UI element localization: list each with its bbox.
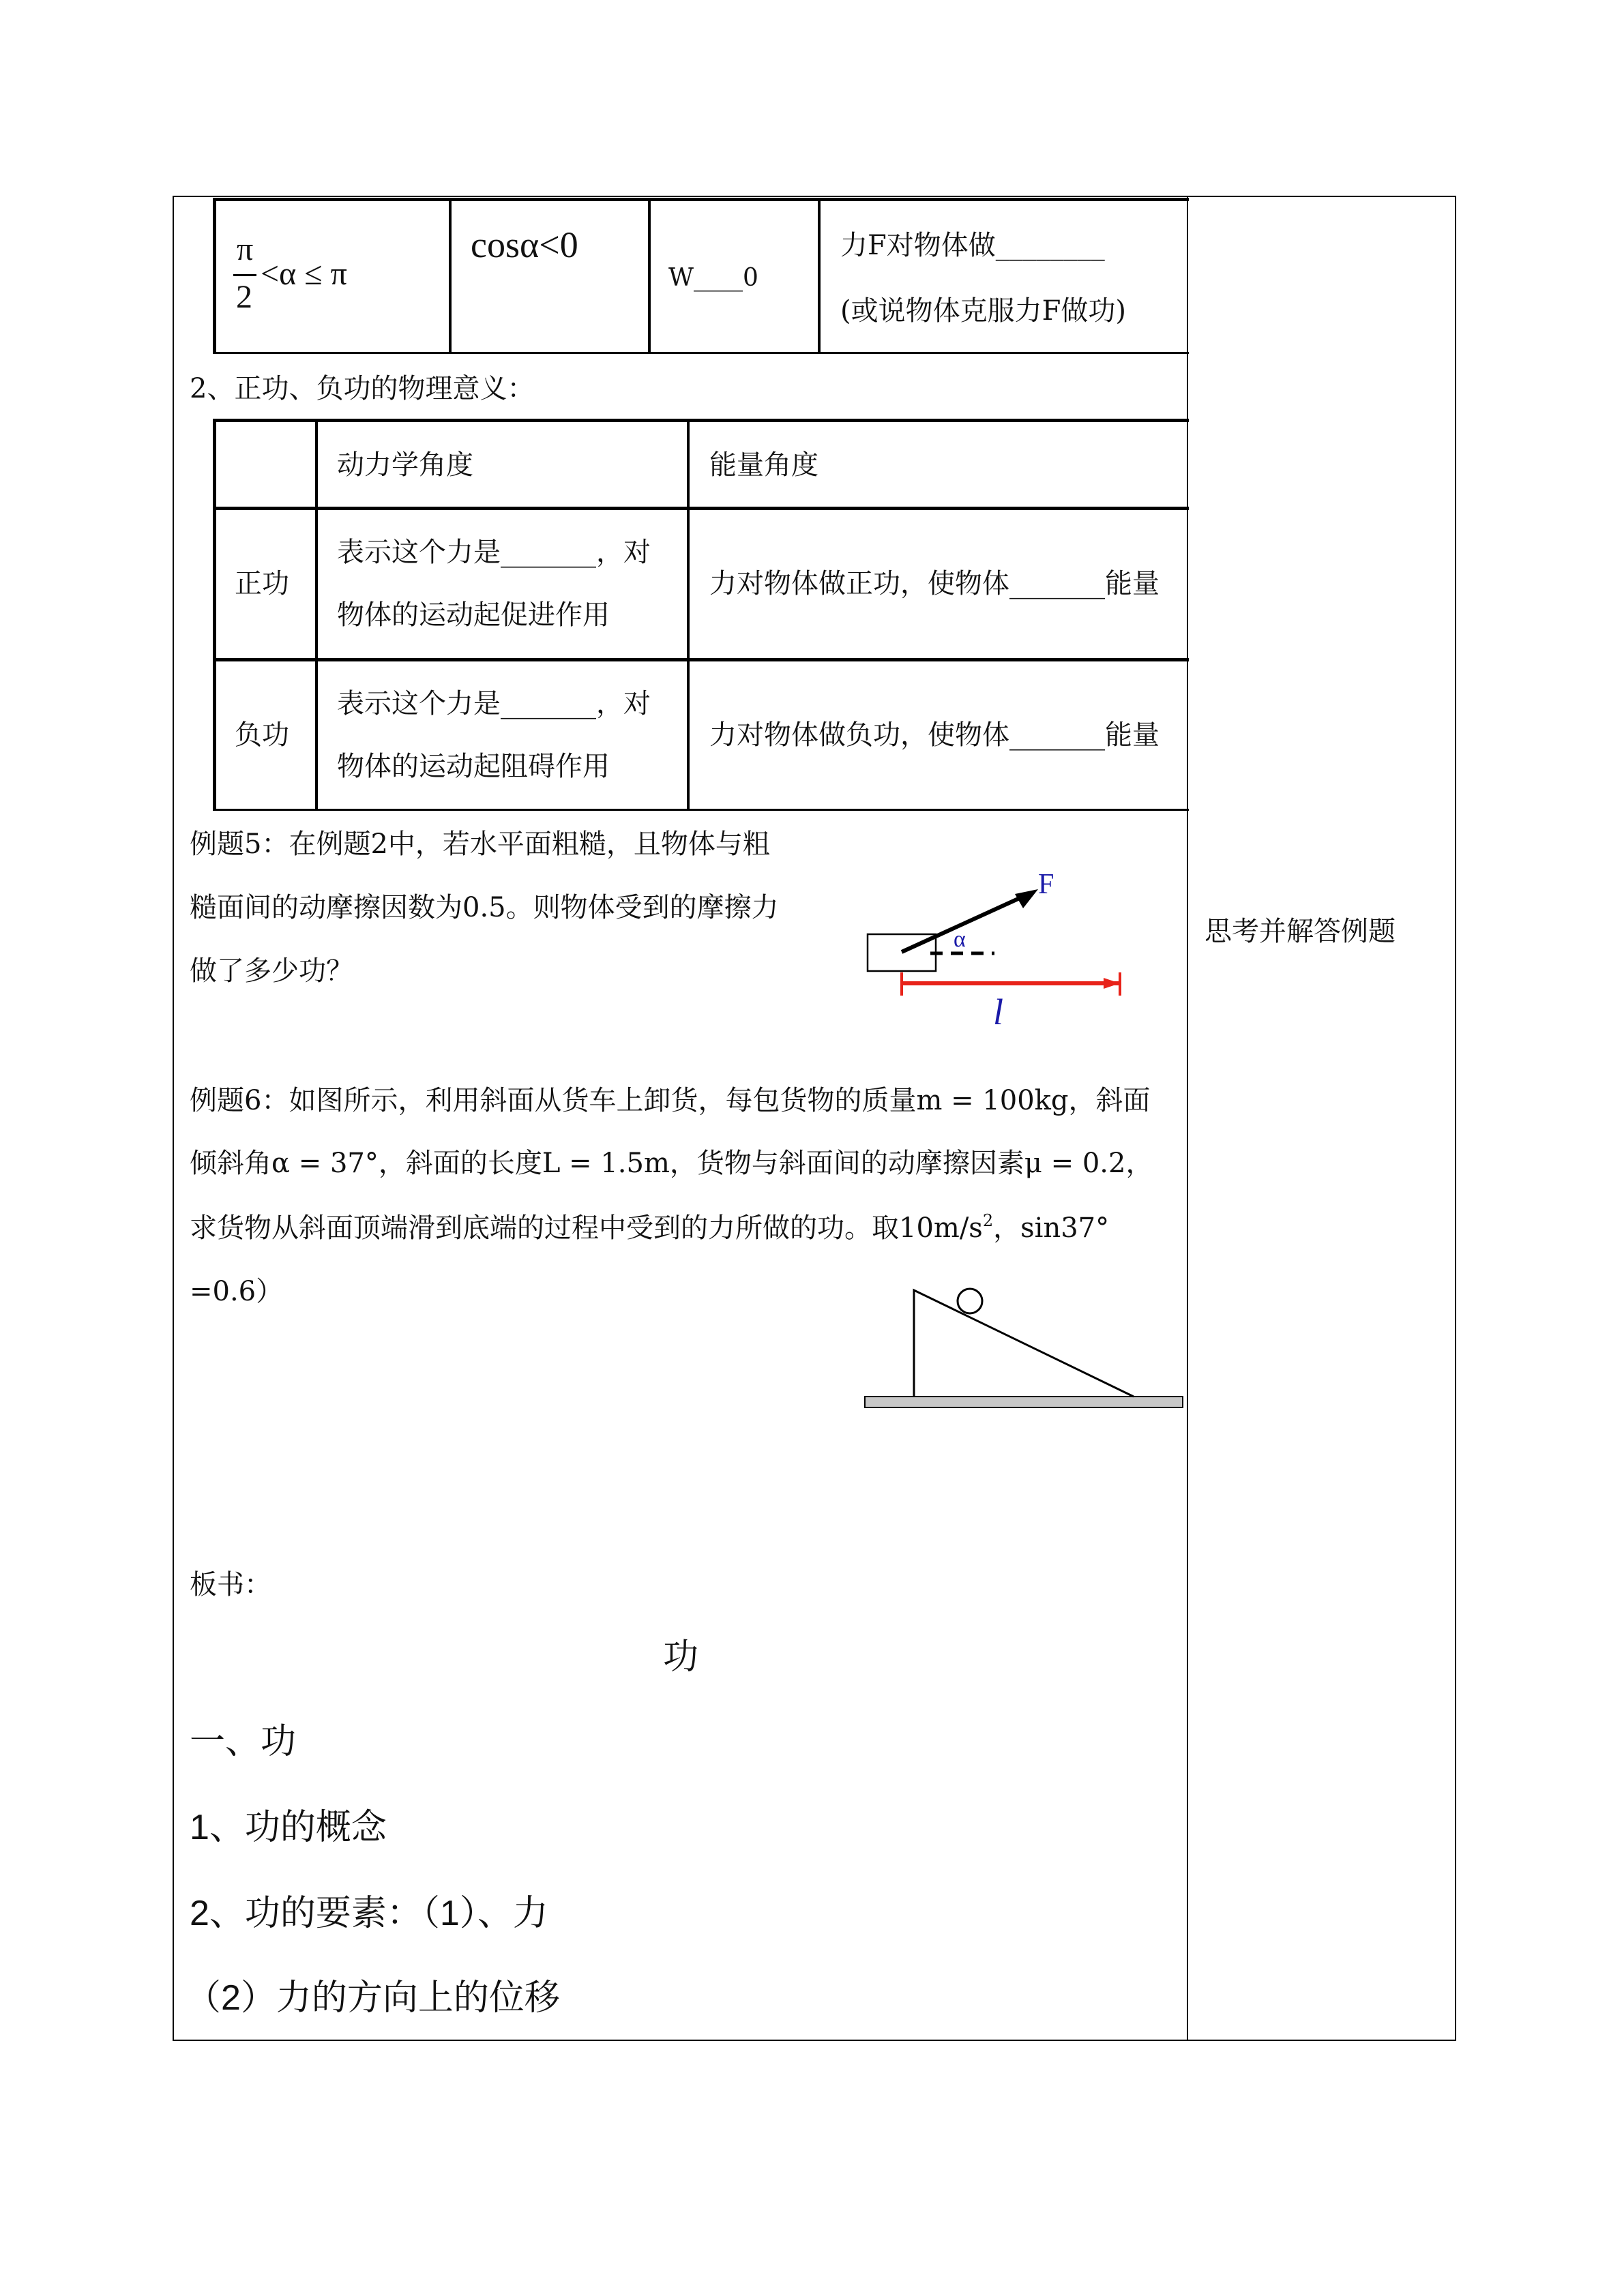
- example6-line2: 倾斜角α = 37°，斜面的长度L = 1.5m，货物与斜面间的动摩擦因素μ = 0.2，: [190, 1148, 1153, 1179]
- side-note: 思考并解答例题: [1205, 916, 1396, 947]
- row-label-negative: 负功: [235, 719, 289, 751]
- example6-line3: 求货物从斜面顶端滑到底端的过程中受到的力所做的功。取$10m/s^2$，sin37°: [190, 1211, 1110, 1244]
- force-work-desc: 力F对物体做________: [840, 230, 1105, 261]
- example5-line1: 例题5：在例题2中，若水平面粗糙，且物体与粗: [190, 829, 770, 860]
- header-dynamics: 动力学角度: [337, 449, 473, 481]
- meaning-title: 2、正功、负功的物理意义：: [190, 373, 535, 404]
- outer-border-bottom: [173, 2040, 1456, 2041]
- example6-line4: =0.6）: [190, 1276, 284, 1307]
- outer-border-left: [173, 196, 174, 2041]
- row-label-positive: 正功: [235, 568, 289, 599]
- negative-dynamics-1: 表示这个力是_______，对: [337, 688, 651, 719]
- column-divider: [1187, 196, 1188, 2041]
- board-line-2: 1、功的概念: [190, 1808, 387, 1847]
- fraction-bar: [233, 274, 256, 276]
- example6-line1: 例题6：如图所示，利用斜面从货车上卸货，每包货物的质量m = 100kg，斜面: [190, 1085, 1151, 1116]
- board-line-4: （2）力的方向上的位移: [186, 1978, 560, 2018]
- work-sign: W____0: [668, 264, 758, 292]
- board-line-3: 2、功的要素：（1）、力: [190, 1894, 548, 1933]
- two-denominator: 2: [236, 279, 252, 315]
- pi-numerator: π: [237, 231, 254, 267]
- range-inequality: <α ≤ π: [261, 256, 347, 292]
- outer-border-right: [1455, 196, 1456, 2041]
- positive-energy: 力对物体做正功，使物体_______能量: [709, 568, 1160, 599]
- board-title: 功: [663, 1637, 699, 1678]
- board-label: 板书：: [190, 1569, 271, 1600]
- negative-dynamics-2: 物体的运动起阻碍作用: [337, 751, 610, 782]
- outer-border-top: [173, 196, 1456, 197]
- length-label: l: [993, 992, 1004, 1032]
- angle-range-formula: [232, 230, 430, 326]
- example5-figure: [859, 866, 1132, 1037]
- ground: [865, 1397, 1183, 1407]
- incline: [914, 1290, 1134, 1397]
- positive-dynamics-2: 物体的运动起促进作用: [337, 599, 610, 631]
- example5-line3: 做了多少功？: [190, 955, 353, 987]
- angle-label: α: [954, 927, 966, 952]
- header-energy: 能量角度: [709, 449, 818, 481]
- overcome-work-desc: (或说物体克服力F做功): [840, 295, 1126, 327]
- example5-line2: 糙面间的动摩擦因数为0.5。则物体受到的摩擦力: [190, 892, 779, 923]
- negative-energy: 力对物体做负功，使物体_______能量: [709, 719, 1160, 751]
- example6-incline-figure: [861, 1275, 1188, 1412]
- board-line-1: 一、功: [190, 1722, 297, 1761]
- force-label: F: [1038, 869, 1054, 900]
- cargo-ball: [958, 1289, 982, 1313]
- cos-condition: cosα<0: [471, 224, 578, 265]
- force-arrowhead: [1015, 889, 1038, 908]
- positive-dynamics-1: 表示这个力是_______，对: [337, 537, 651, 568]
